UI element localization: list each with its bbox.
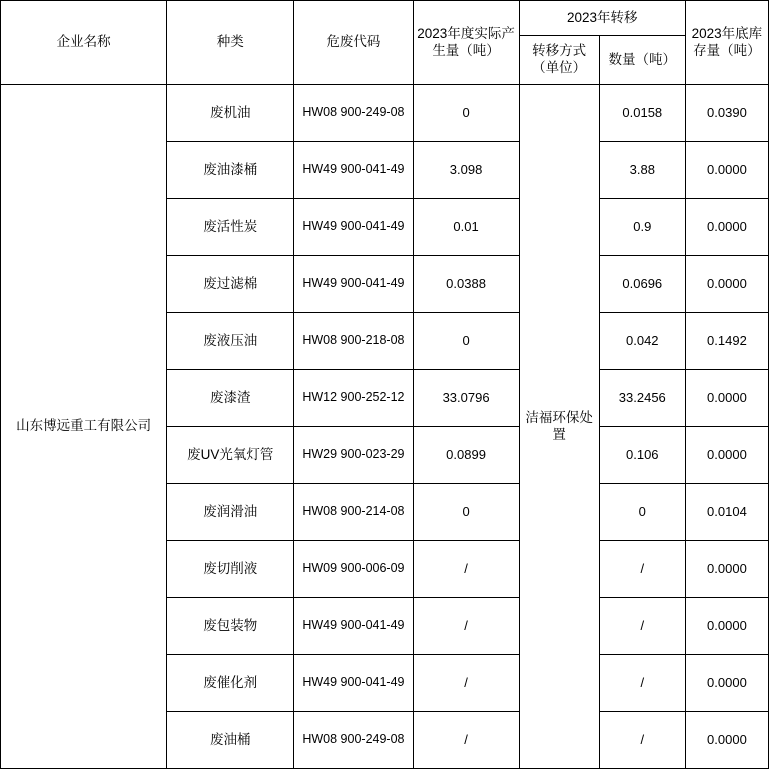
cell-kind: 废液压油: [167, 313, 294, 370]
cell-stock: 0.0000: [685, 598, 768, 655]
cell-production: 0.0388: [413, 256, 519, 313]
cell-code: HW12 900-252-12: [294, 370, 413, 427]
cell-transfer-qty: 0: [599, 484, 685, 541]
cell-stock: 0.1492: [685, 313, 768, 370]
cell-production: /: [413, 598, 519, 655]
cell-transfer-qty: 3.88: [599, 142, 685, 199]
cell-production: /: [413, 655, 519, 712]
header-production: 2023年度实际产生量（吨）: [413, 1, 519, 85]
cell-stock: 0.0000: [685, 199, 768, 256]
cell-code: HW09 900-006-09: [294, 541, 413, 598]
table-row: [1, 85, 769, 142]
header-stock: 2023年底库存量（吨）: [685, 1, 768, 85]
cell-code: HW08 900-218-08: [294, 313, 413, 370]
cell-transfer-qty: 0.0696: [599, 256, 685, 313]
cell-production: 0.0899: [413, 427, 519, 484]
cell-code: HW08 900-249-08: [294, 85, 413, 142]
header-transfer-qty: 数量（吨）: [599, 36, 685, 85]
cell-production: 0: [413, 85, 519, 142]
cell-kind: 废UV光氧灯管: [167, 427, 294, 484]
cell-transfer-qty: 0.9: [599, 199, 685, 256]
cell-transfer-qty: 0.042: [599, 313, 685, 370]
cell-code: HW49 900-041-49: [294, 256, 413, 313]
header-code: 危废代码: [294, 1, 413, 85]
header-kind: 种类: [167, 1, 294, 85]
cell-code: HW49 900-041-49: [294, 142, 413, 199]
header-row-top: [1, 1, 769, 36]
cell-production: /: [413, 712, 519, 769]
cell-kind: 废包装物: [167, 598, 294, 655]
cell-production: 0: [413, 484, 519, 541]
cell-transfer-qty: /: [599, 655, 685, 712]
cell-production: 0: [413, 313, 519, 370]
cell-transfer-qty: /: [599, 541, 685, 598]
cell-kind: 废催化剂: [167, 655, 294, 712]
header-transfer-way: 转移方式（单位）: [519, 36, 599, 85]
cell-kind: 废切削液: [167, 541, 294, 598]
cell-transfer-qty: 0.0158: [599, 85, 685, 142]
cell-stock: 0.0000: [685, 256, 768, 313]
cell-code: HW08 900-214-08: [294, 484, 413, 541]
cell-kind: 废漆渣: [167, 370, 294, 427]
cell-stock: 0.0000: [685, 712, 768, 769]
cell-stock: 0.0000: [685, 370, 768, 427]
header-company: 企业名称: [1, 1, 167, 85]
cell-kind: 废油漆桶: [167, 142, 294, 199]
cell-transfer-qty: /: [599, 598, 685, 655]
cell-transfer-qty: 0.106: [599, 427, 685, 484]
cell-code: HW49 900-041-49: [294, 199, 413, 256]
cell-production: 3.098: [413, 142, 519, 199]
cell-stock: 0.0390: [685, 85, 768, 142]
table-header: [1, 1, 769, 85]
cell-transfer-qty: 33.2456: [599, 370, 685, 427]
cell-company-name: 山东博远重工有限公司: [1, 85, 167, 769]
cell-code: HW08 900-249-08: [294, 712, 413, 769]
cell-stock: 0.0000: [685, 541, 768, 598]
cell-production: 33.0796: [413, 370, 519, 427]
cell-kind: 废过滤棉: [167, 256, 294, 313]
cell-kind: 废油桶: [167, 712, 294, 769]
cell-code: HW49 900-041-49: [294, 598, 413, 655]
cell-production: 0.01: [413, 199, 519, 256]
cell-code: HW49 900-041-49: [294, 655, 413, 712]
cell-kind: 废机油: [167, 85, 294, 142]
cell-stock: 0.0104: [685, 484, 768, 541]
cell-production: /: [413, 541, 519, 598]
cell-stock: 0.0000: [685, 427, 768, 484]
cell-kind: 废润滑油: [167, 484, 294, 541]
header-transfer-group: 2023年转移: [519, 1, 685, 36]
cell-stock: 0.0000: [685, 142, 768, 199]
cell-stock: 0.0000: [685, 655, 768, 712]
cell-transfer-qty: /: [599, 712, 685, 769]
cell-code: HW29 900-023-29: [294, 427, 413, 484]
table-body: [1, 85, 769, 769]
cell-kind: 废活性炭: [167, 199, 294, 256]
cell-transfer-way: 洁福环保处置: [519, 85, 599, 769]
